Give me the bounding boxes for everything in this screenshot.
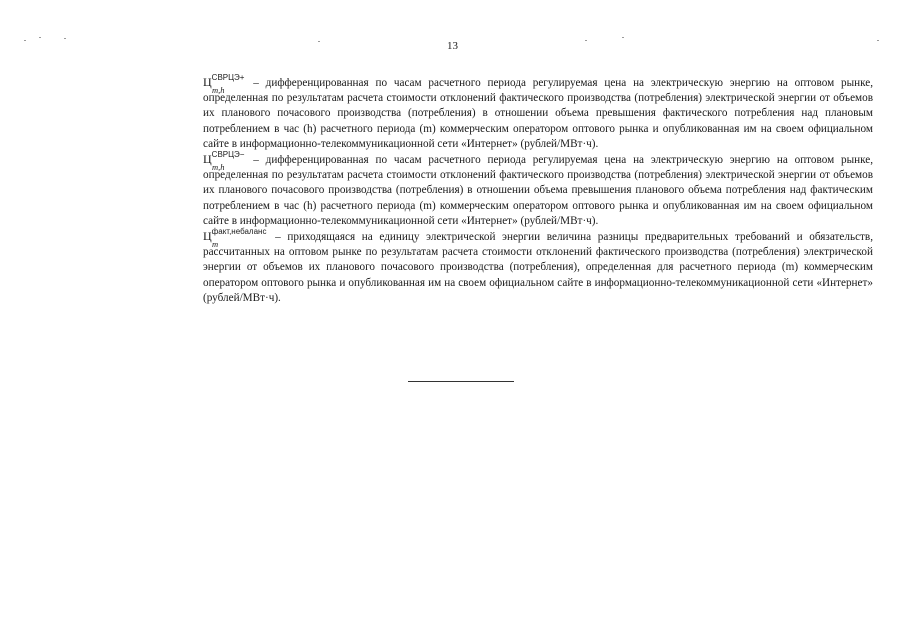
symbol-base: Ц [203,152,212,167]
page-number: 13 [447,40,458,52]
symbol-imbalance [203,227,267,250]
symbol-subscript: m,h [212,85,225,95]
definitions-block [203,75,873,306]
symbol-price-minus [203,150,245,173]
scan-speck [39,37,41,38]
definition-price-plus [203,75,873,152]
scan-speck [622,37,624,38]
definition-text: – дифференцированная по часам расчетного периода регулируемая цена на электрическую энергию на оптовом рынке, определенная по результатам расчета стоимости отклонений фактического производства (потребления) электрической энергии от объемов их планового почасового производства (потребления) в отношении объема превышения фактического потребления над плановым потреблением в час (h) расчетного периода (m) коммерческим оператором оптового рынка и опубликованная им на своем официальном сайте в информационно-телекоммуникационной сети «Интернет» (рублей/МВт·ч). [203,77,874,150]
footnote-separator-line [408,381,514,382]
symbol-base: Ц [203,229,212,244]
symbol-base: Ц [203,75,212,89]
symbol-price-plus [203,73,245,95]
symbol-subscript: m,h [212,162,225,173]
definition-text: – приходящаяся на единицу электрической энергии величина разницы предварительных требований и обязательств, рассчитанных на оптовом рынке по результатам расчета стоимости отклонений фактического производства (потребления) электрической энергии от объемов их планового почасового производства (потребления), определенная для расчетного периода (m) коммерческим оператором оптового рынка и опубликованная им на своем официальном сайте в информационно-телекоммуникационной сети «Интернет» (рублей/МВт·ч). [203,231,874,304]
symbol-superscript: СВРЦЭ− [211,150,245,160]
symbol-superscript: СВРЦЭ+ [211,73,245,82]
definition-imbalance [203,229,873,306]
definition-price-minus [203,152,873,229]
symbol-superscript: факт,небаланс [211,227,267,237]
definition-text: – дифференцированная по часам расчетного периода регулируемая цена на электрическую энергию на оптовом рынке, определенная по результатам расчета стоимости отклонений фактического производства (потребления) электрической энергии от объемов их планового почасового производства (потребления) в отношении объема превышения планового объема потребления над фактическим потреблением в час (h) расчетного периода (m) коммерческим оператором оптового рынка и опубликованная им на своем официальном сайте в информационно-телекоммуникационной сети «Интернет» (рублей/МВт·ч). [203,154,874,227]
symbol-subscript: m [212,239,219,250]
scan-speck [64,38,66,39]
